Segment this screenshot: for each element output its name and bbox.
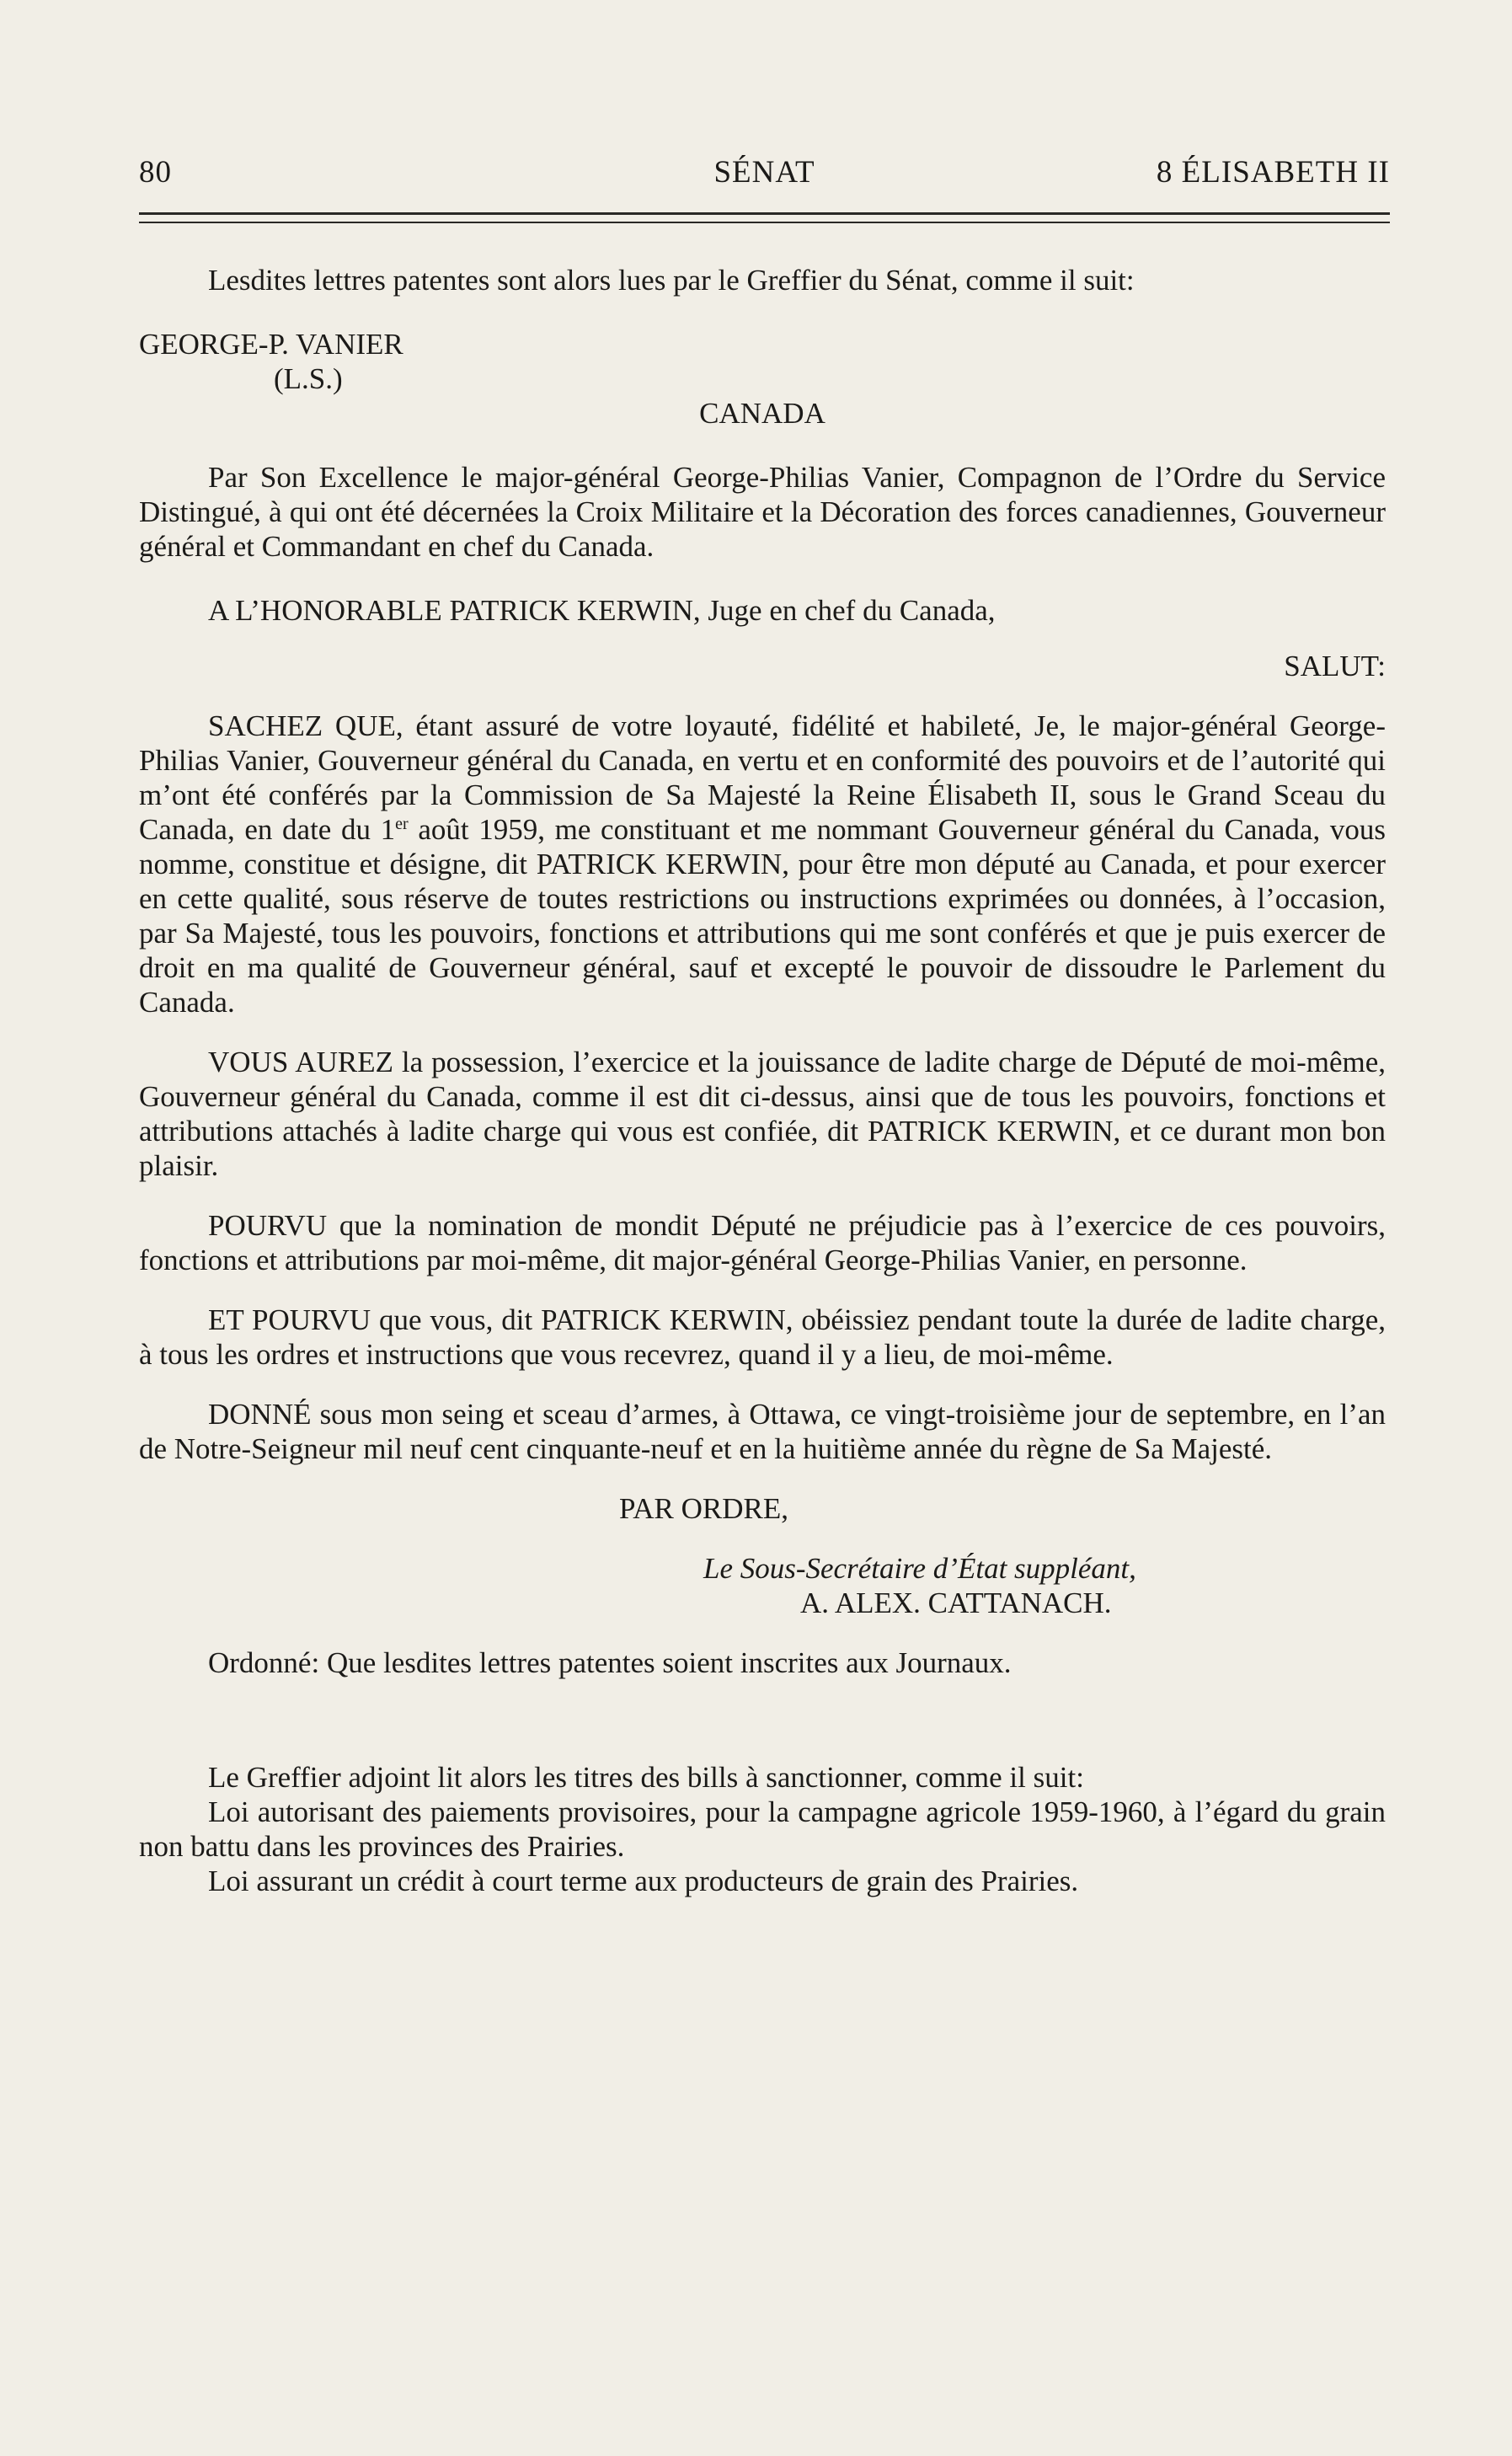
intro-paragraph: Lesdites lettres patentes sont alors lues par le Greffier du Sénat, comme il suit: — [208, 264, 1135, 297]
seal-mark: (L.S.) — [274, 362, 343, 395]
sachez-text-a: SACHEZ QUE, étant assuré de votre loyauté, fidélité et habileté, Je, le major-général George-Philias Vanier, Gouverneur général du Canada, en vertu et en conformité des pouvoirs et de l’autorité qui m’ont été conférés par la Commission de Sa Majesté la Reine Élisabeth II, sous le Grand Sceau du Canada, en date du 1 — [139, 709, 1386, 846]
et-pourvu-paragraph: ET POURVU que vous, dit PATRICK KERWIN, obéissiez pendant toute la durée de ladite charge, à tous les ordres et instructions que vous recevrez, quand il y a lieu, de moi-même. — [139, 1303, 1386, 1371]
header-rule-top — [139, 212, 1390, 215]
signatory-name: GEORGE-P. VANIER — [139, 328, 403, 361]
par-ordre-line: PAR ORDRE, — [619, 1492, 788, 1525]
header-title: SÉNAT — [713, 155, 815, 190]
sachez-paragraph — [139, 709, 1386, 1019]
signature-role: Le Sous-Secrétaire d’État suppléant, — [703, 1552, 1136, 1585]
page-number: 80 — [139, 155, 172, 190]
pourvu-paragraph: POURVU que la nomination de mondit Député ne préjudicie pas à l’exercice de ces pouvoirs, fonctions et attributions par moi-même, dit major-général George-Philias Vanier, en personne. — [139, 1209, 1386, 1276]
bill-title-2: Loi assurant un crédit à court terme aux producteurs de grain des Prairies. — [208, 1865, 1079, 1897]
sachez-text-b: août 1959, me constituant et me nommant Gouverneur général du Canada, vous nomme, constitue et désigne, dit PATRICK KERWIN, pour être mon député au Canada, et pour exercer en cette qualité, sous réserve de toutes restrictions ou instructions exprimées ou données, à l’occasion, par Sa Majesté, tous les pouvoirs, fonctions et attributions qui me sont conférés et que je puis exercer de droit en ma qualité de Gouverneur général, sauf et excepté le pouvoir de dissoudre le Parlement du Canada. — [139, 813, 1386, 1019]
donne-paragraph: DONNÉ sous mon seing et sceau d’armes, à Ottawa, ce vingt-troisième jour de septembre, en l’an de Notre-Seigneur mil neuf cent cinquante-neuf et en la huitième année du règne de Sa Majesté. — [139, 1398, 1386, 1465]
page-body — [139, 263, 1386, 1898]
ordonne-line: Ordonné: Que lesdites lettres patentes soient inscrites aux Journaux. — [208, 1646, 1012, 1679]
vous-aurez-paragraph: VOUS AUREZ la possession, l’exercice et la jouissance de ladite charge de Député de moi-même, Gouverneur général du Canada, comme il est dit ci-dessus, ainsi que de tous les pouvoirs, fonctions et attributions attachés à ladite charge qui vous est confiée, dit PATRICK KERWIN, et ce durant mon bon plaisir. — [139, 1046, 1386, 1182]
page-header — [139, 154, 1390, 201]
ordinal-superscript: er — [395, 815, 409, 833]
greffier-line: Le Greffier adjoint lit alors les titres des bills à sanctionner, comme il suit: — [208, 1761, 1084, 1794]
bill-title-1: Loi autorisant des paiements provisoires, pour la campagne agricole 1959-1960, à l’égard du grain non battu dans les provinces des Prairies. — [139, 1795, 1386, 1863]
preamble-paragraph: Par Son Excellence le major-général George-Philias Vanier, Compagnon de l’Ordre du Service Distingué, à qui ont été décernées la Croix Militaire et la Décoration des forces canadiennes, Gouverneur général et Commandant en chef du Canada. — [139, 461, 1386, 563]
address-line: A L’HONORABLE PATRICK KERWIN, Juge en chef du Canada, — [208, 594, 996, 627]
header-rule-bottom — [139, 222, 1390, 223]
country-heading: CANADA — [699, 397, 825, 430]
header-regnal-year: 8 ÉLISABETH II — [1156, 155, 1390, 190]
salut-line: SALUT: — [1284, 650, 1386, 682]
signature-name: A. ALEX. CATTANACH. — [800, 1587, 1112, 1619]
